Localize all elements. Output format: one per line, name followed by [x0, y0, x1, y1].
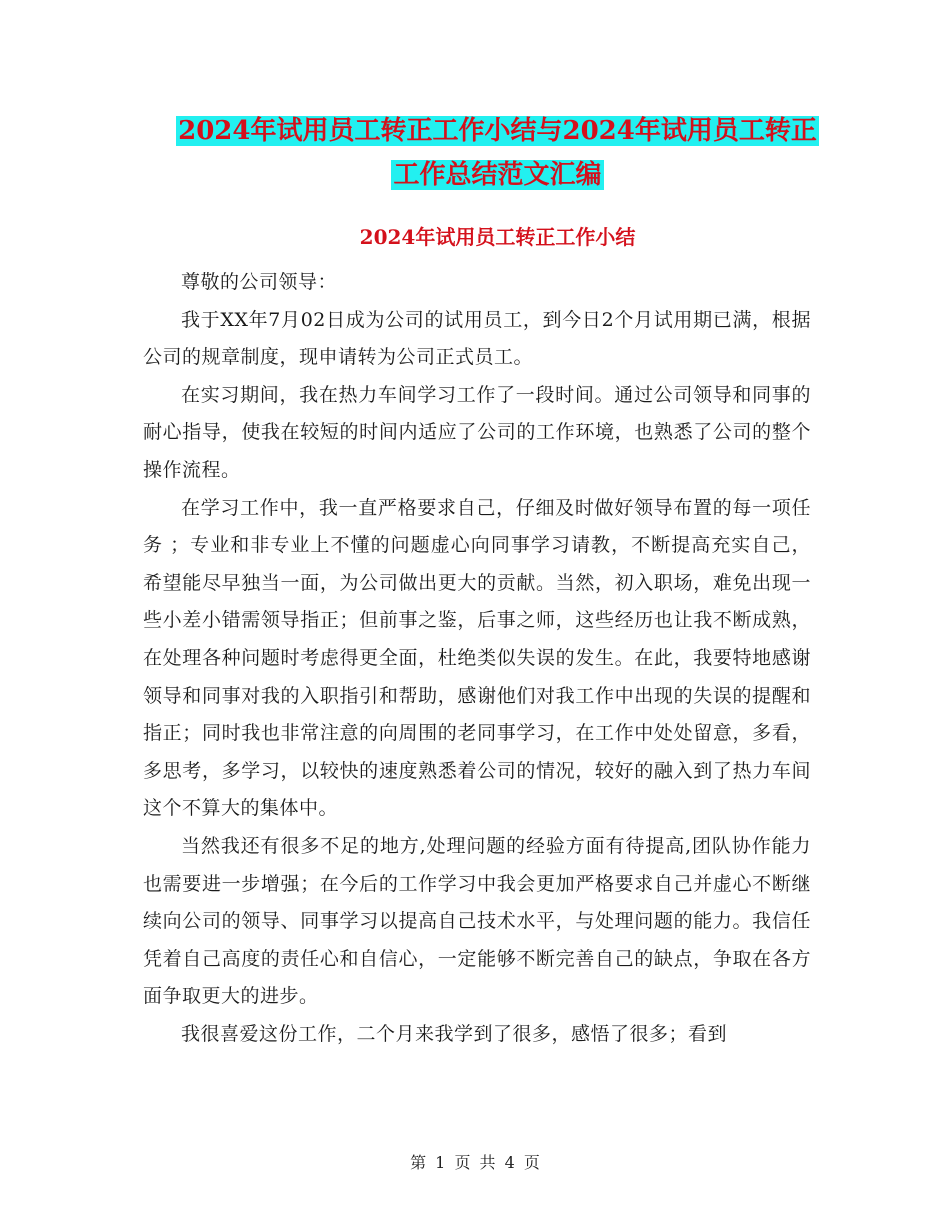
section-title: 2024年试用员工转正工作小结: [359, 225, 636, 249]
paragraph: 在学习工作中，我一直严格要求自己，仔细及时做好领导布置的每一项任务 ；专业和非专业上不懂的问题虚心向同事学习请教，不断提高充实自己，希望能尽早独当一面，为公司做出更大的贡献。当然，初入职场，难免出现一些小差小错需领导指正；但前事之鉴，后事之师，这些经历也让我不断成熟，在处理各种问题时考虑得更全面，杜绝类似失误的发生。在此，我要特地感谢领导和同事对我的入职指引和帮助，感谢他们对我工作中出现的失误的提醒和指正；同时我也非常注意的向周围的老同事学习，在工作中处处留意，多看，多思考，多学习，以较快的速度熟悉着公司的情况，较好的融入到了热力车间这个不算大的集体中。: [143, 496, 811, 820]
document-title-line-2: [140, 152, 855, 198]
paragraph: 我很喜爱这份工作，二个月来我学到了很多，感悟了很多；看到: [181, 1022, 728, 1045]
paragraph: 我于XX年7月02日成为公司的试用员工，到今日2个月试用期已满，根据公司的规章制度，现申请转为公司正式员工。: [143, 308, 811, 369]
paragraph: 当然我还有很多不足的地方,处理问题的经验方面有待提高,团队协作能力也需要进一步增强；在今后的工作学习中我会更加严格要求自己并虚心不断继续向公司的领导、同事学习以提高自己技术水平，与处理问题的能力。我信任凭着自己高度的责任心和自信心，一定能够不断完善自己的缺点，争取在各方面争取更大的进步。: [143, 834, 811, 1008]
document-body: [143, 264, 811, 1053]
title-highlight: 工作总结范文汇编: [393, 160, 602, 190]
document-title-line-1: [140, 108, 855, 154]
page-footer: 第 1 页 共 4 页: [410, 1153, 540, 1172]
title-highlight: 2024年试用员工转正工作小结与2024年试用员工转正: [178, 116, 817, 146]
paragraph: 在实习期间，我在热力车间学习工作了一段时间。通过公司领导和同事的耐心指导，使我在较短的时间内适应了公司的工作环境，也熟悉了公司的整个操作流程。: [143, 383, 811, 481]
salutation: 尊敬的公司领导：: [181, 271, 338, 293]
